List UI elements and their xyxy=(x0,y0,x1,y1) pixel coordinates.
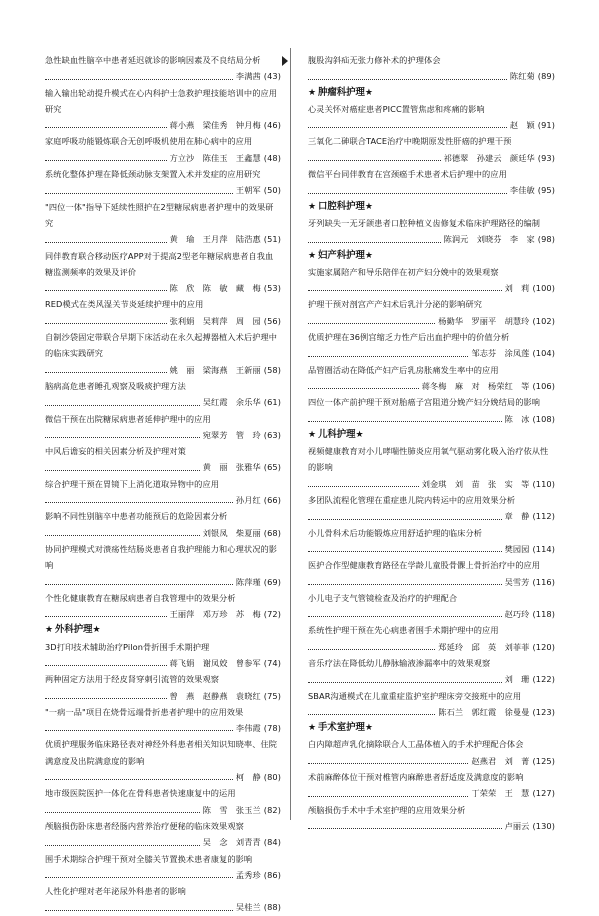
section-label: 外科护理 xyxy=(55,624,93,636)
entry-authors: 姚 丽 梁海燕 王新丽 xyxy=(169,364,261,375)
leader-dots xyxy=(45,665,167,666)
entry-title: 多团队流程化管理在重症患儿院内转运中的应用效果分析 xyxy=(308,495,516,506)
entry-authors: 吴红霞 余乐华 xyxy=(202,397,261,408)
leader-dots xyxy=(308,828,502,829)
column-divider xyxy=(290,48,291,820)
entry-page: (48) xyxy=(263,152,281,163)
entry-title: SBAR沟通模式在儿童重症监护室护理床旁交接班中的应用 xyxy=(308,690,522,701)
entry-title: 小儿电子支气管镜检查及治疗的护理配合 xyxy=(308,592,458,603)
entry-authors: 赵燕君 刘 菁 xyxy=(471,755,530,766)
leader-dots xyxy=(45,910,233,911)
entry-page: (89) xyxy=(537,71,555,82)
toc-entry[interactable] xyxy=(45,296,281,329)
toc-entry[interactable] xyxy=(308,557,555,590)
leader-dots xyxy=(308,519,502,520)
entry-authors: 刘金琪 刘 苗 张 实 等 xyxy=(421,478,530,489)
entry-authors: 邹志芬 涂凤莲 xyxy=(471,348,530,359)
entry-page: (110) xyxy=(532,478,555,489)
leader-dots xyxy=(308,160,441,161)
entry-title: 腹股沟斜疝无张力修补术的护理体会 xyxy=(308,55,441,65)
entry-page: (98) xyxy=(537,234,555,245)
toc-entry[interactable] xyxy=(308,215,555,248)
entry-page: (61) xyxy=(263,397,281,408)
entry-authors: 章 静 xyxy=(504,511,530,522)
section-heading xyxy=(308,427,555,443)
leader-dots xyxy=(308,486,419,487)
toc-entry[interactable] xyxy=(45,671,281,704)
entry-page: (66) xyxy=(263,495,281,506)
entry-authors: 陈红菊 xyxy=(509,71,535,82)
section-heading xyxy=(308,248,555,264)
entry-authors: 刘 珊 xyxy=(504,674,530,685)
entry-title: 围手术期综合护理干预对全膝关节置换术患者康复的影响 xyxy=(45,853,253,864)
leader-dots xyxy=(308,242,441,243)
leader-dots xyxy=(45,127,167,128)
entry-title: 医护合作型健康教育路径在学龄儿童股骨髁上骨折治疗中的应用 xyxy=(308,560,541,571)
entry-page: (93) xyxy=(537,152,555,163)
entry-page: (127) xyxy=(532,788,555,799)
entry-title: 牙列缺失一无牙颌患者口腔种植义齿修复术临床护理路径的编制 xyxy=(308,217,541,228)
leader-dots xyxy=(45,372,167,373)
leader-dots xyxy=(45,79,233,80)
toc-entry[interactable] xyxy=(45,443,281,476)
entry-title: 实施家属陪产和导乐陪伴在初产妇分娩中的效果观察 xyxy=(308,266,499,277)
leader-dots xyxy=(308,584,502,585)
toc-entry[interactable] xyxy=(308,52,555,85)
entry-title: 协同护理模式对溃疡性结肠炎患者自我护理能力和心理状况的影响 xyxy=(45,543,278,571)
star-icon: ★ xyxy=(308,250,317,261)
entry-page: (46) xyxy=(263,120,281,131)
right-column xyxy=(308,52,555,834)
star-icon: ★ xyxy=(364,723,373,734)
leader-dots xyxy=(308,127,507,128)
leader-dots xyxy=(45,812,200,813)
entry-page: (116) xyxy=(532,576,555,587)
entry-authors: 杨勤华 罗丽平 胡慧玲 xyxy=(438,315,530,326)
entry-title: 四位一体产前护理干预对胎癌子宫阻道分娩产妇分娩结局的影响 xyxy=(308,397,541,408)
entry-page: (91) xyxy=(537,120,555,131)
entry-page: (63) xyxy=(263,429,281,440)
entry-title: 家庭呼吸功能锻炼联合无创呼吸机使用在肺心病中的应用 xyxy=(45,136,253,147)
leader-dots xyxy=(45,193,233,194)
leader-dots xyxy=(45,698,167,699)
entry-authors: 黄 瑜 王月萍 陆浩惠 xyxy=(169,234,261,245)
entry-title: 音乐疗法在降低幼儿静脉输液渗漏率中的效果观察 xyxy=(308,657,491,668)
toc-entry[interactable] xyxy=(45,785,281,818)
entry-page: (75) xyxy=(263,690,281,701)
entry-authors: 陈石兰 郭红霞 徐曼曼 xyxy=(438,706,530,717)
star-icon: ★ xyxy=(308,201,317,212)
leader-dots xyxy=(308,290,502,291)
entry-page: (112) xyxy=(532,511,555,522)
section-label: 肿瘤科护理 xyxy=(318,86,365,98)
entry-page: (43) xyxy=(263,71,281,82)
entry-title: 系统性护理干预在先心病患者围手术期护理中的应用 xyxy=(308,625,499,636)
toc-entry[interactable] xyxy=(45,378,281,411)
entry-title: 两种固定方法用于经皮肾穿刺引流管的效果观察 xyxy=(45,674,220,685)
entry-page: (95) xyxy=(537,185,555,196)
left-column xyxy=(45,52,281,916)
section-heading xyxy=(45,622,281,638)
entry-title: 综合护理干预在胃镜下上消化道取异物中的应用 xyxy=(45,478,220,489)
entry-authors: 曾 燕 赵静燕 袁晓红 xyxy=(169,690,261,701)
entry-page: (82) xyxy=(263,804,281,815)
star-icon: ★ xyxy=(308,723,317,734)
entry-authors: 郑延玲 邱 英 刘菲菲 xyxy=(438,641,530,652)
toc-entry[interactable] xyxy=(45,248,281,297)
entry-page: (58) xyxy=(263,364,281,375)
entry-authors: 孟秀珍 xyxy=(235,869,261,880)
leader-dots xyxy=(308,193,507,194)
toc-entry[interactable] xyxy=(45,541,281,590)
entry-authors: 吴 念 刘青青 xyxy=(202,837,261,848)
entry-authors: 刘银凤 柴夏丽 xyxy=(202,527,261,538)
leader-dots xyxy=(45,290,167,291)
leader-dots xyxy=(308,796,468,797)
entry-authors: 赵巧玲 xyxy=(504,609,530,620)
toc-entry[interactable] xyxy=(308,655,555,688)
entry-authors: 王朝军 xyxy=(235,185,261,196)
entry-title: 心灵关怀对癌症患者PICC置管焦虑和疼痛的影响 xyxy=(308,103,485,114)
toc-entry[interactable] xyxy=(308,590,555,623)
leader-dots xyxy=(45,877,233,878)
star-icon: ★ xyxy=(308,429,317,440)
entry-page: (123) xyxy=(532,706,555,717)
leader-dots xyxy=(45,616,167,617)
entry-title: 输入输出轮动提升模式在心内科护士急救护理技能培训中的应用研究 xyxy=(45,87,278,114)
star-icon: ★ xyxy=(308,87,317,98)
toc-entry[interactable] xyxy=(45,166,281,199)
toc-entry[interactable] xyxy=(45,883,281,916)
entry-page: (86) xyxy=(263,869,281,880)
section-label: 妇产科护理 xyxy=(318,249,365,261)
entry-authors: 蒋小燕 梁佳秀 钟月梅 xyxy=(169,120,261,131)
entry-page: (53) xyxy=(263,283,281,294)
toc-entry[interactable] xyxy=(45,476,281,509)
entry-title: 急性缺血性脑卒中患者延迟就诊的影响因素及不良结局分析 xyxy=(45,55,261,65)
entry-authors: 樊园园 xyxy=(504,543,530,554)
toc-entry[interactable] xyxy=(45,639,281,672)
entry-authors: 陈 冰 xyxy=(504,413,530,424)
leader-dots xyxy=(45,160,167,161)
entry-page: (51) xyxy=(263,234,281,245)
entry-page: (78) xyxy=(263,723,281,734)
leader-dots xyxy=(308,79,507,80)
entry-title: 优质护理在36例宫缩乏力性产后出血护理中的价值分析 xyxy=(308,332,510,343)
star-icon: ★ xyxy=(92,625,101,636)
leader-dots xyxy=(308,388,419,389)
leader-dots xyxy=(308,356,468,357)
entry-page: (106) xyxy=(532,380,555,391)
entry-authors: 方立沙 陈佳玉 王鑫慧 xyxy=(169,152,261,163)
leader-dots xyxy=(45,730,233,731)
leader-dots xyxy=(45,323,167,324)
section-heading xyxy=(308,85,555,101)
leader-dots xyxy=(308,551,502,552)
entry-title: 人性化护理对老年泌尿外科患者的影响 xyxy=(45,886,186,897)
leader-dots xyxy=(45,470,200,471)
toc-entry[interactable] xyxy=(308,329,555,362)
toc-entry[interactable] xyxy=(45,736,281,785)
section-label: 儿科护理 xyxy=(318,428,356,440)
entry-authors: 蒋冬梅 麻 对 杨荣红 等 xyxy=(421,380,530,391)
entry-page: (114) xyxy=(532,543,555,554)
entry-page: (68) xyxy=(263,527,281,538)
star-icon: ★ xyxy=(364,201,373,212)
entry-title: 优质护理服务临床路径表对神经外科患者相关知识知晓率、住院满意度及出院满意度的影响 xyxy=(45,739,278,766)
entry-title: 个性化健康教育在糖尿病患者自我管理中的效果分析 xyxy=(45,592,236,603)
entry-authors: 陈萍瑾 xyxy=(235,576,261,587)
triangle-icon xyxy=(282,56,288,66)
entry-page: (108) xyxy=(532,413,555,424)
leader-dots xyxy=(308,323,435,324)
entry-title: "一病一品"项目在烧骨远端骨折患者护理中的应用效果 xyxy=(45,706,244,717)
entry-authors: 宛翠芳 管 玲 xyxy=(202,429,261,440)
entry-title: 3D打印技术辅助治疗Pilon骨折围手术期护理 xyxy=(45,641,210,652)
toc-entry[interactable] xyxy=(45,199,281,248)
entry-page: (122) xyxy=(532,674,555,685)
entry-page: (80) xyxy=(263,772,281,783)
toc-entry[interactable] xyxy=(308,688,555,721)
entry-title: 微信平台同伴教育在宫颈癌手术患者术后护理中的应用 xyxy=(308,169,507,180)
entry-title: 视频健康教育对小儿哮喘性肺炎应用氧气驱动雾化吸入治疗依从性的影响 xyxy=(308,446,549,473)
toc-entry[interactable] xyxy=(308,443,555,492)
leader-dots xyxy=(45,584,233,585)
entry-page: (84) xyxy=(263,837,281,848)
entry-page: (88) xyxy=(263,902,281,913)
entry-authors: 吴桂兰 xyxy=(235,902,261,913)
toc-entry[interactable] xyxy=(45,851,281,884)
section-heading xyxy=(308,720,555,736)
entry-title: 三氧化二砷联合TACE治疗中晚期原发性肝癌的护理干预 xyxy=(308,136,512,147)
star-icon: ★ xyxy=(364,87,373,98)
star-icon: ★ xyxy=(355,429,364,440)
section-label: 手术室护理 xyxy=(318,722,365,734)
entry-title: 地市级医院医护一体化在骨科患者快速康复中的运用 xyxy=(45,788,236,799)
entry-title: 品管圈活动在降低产妇产后乳房胀痛发生率中的应用 xyxy=(308,364,499,375)
toc-entry[interactable] xyxy=(308,133,555,166)
entry-title: 颅脑损伤卧床患者经肠内营养治疗便秘的临床效果观察 xyxy=(45,820,244,831)
entry-title: RED模式在类风湿关节炎延续护理中的应用 xyxy=(45,299,204,310)
entry-title: "四位一体"指导下延续性照护在2型糖尿病患者护理中的效果研究 xyxy=(45,201,274,228)
entry-title: 脑病高危患者睡孔观察及吸痰护理方法 xyxy=(45,380,186,391)
toc-entry[interactable] xyxy=(308,264,555,297)
entry-title: 白内障超声乳化摘除联合人工晶体植入的手术护理配合体会 xyxy=(308,739,524,750)
star-icon: ★ xyxy=(364,250,373,261)
entry-page: (50) xyxy=(263,185,281,196)
toc-entry[interactable] xyxy=(45,508,281,541)
entry-page: (100) xyxy=(532,283,555,294)
toc-entry[interactable] xyxy=(308,769,555,802)
section-label: 口腔科护理 xyxy=(318,200,365,212)
entry-authors: 孙月红 xyxy=(235,495,261,506)
toc-entry[interactable] xyxy=(308,166,555,199)
toc-entry[interactable] xyxy=(308,525,555,558)
star-icon: ★ xyxy=(45,625,54,636)
entry-title: 同伴教育联合移动医疗APP对于提高2型老年糖尿病患者自我血糖监测频率的效果及评价 xyxy=(45,250,274,277)
toc-entry[interactable] xyxy=(308,362,555,395)
toc-entry[interactable] xyxy=(308,101,555,134)
entry-authors: 李佳敏 xyxy=(509,185,535,196)
entry-title: 颅脑损伤手术中手术室护理的应用效果分析 xyxy=(308,804,466,815)
entry-authors: 陈润元 刘晓芬 李 家 xyxy=(443,234,535,245)
toc-entry[interactable] xyxy=(308,622,555,655)
toc-entry[interactable] xyxy=(45,52,281,85)
entry-authors: 赵 颖 xyxy=(509,120,535,131)
entry-authors: 丁荣荣 王 慧 xyxy=(471,788,530,799)
leader-dots xyxy=(308,649,435,650)
section-heading xyxy=(308,199,555,215)
leader-dots xyxy=(308,763,468,764)
entry-title: 系统化整体护理在降低颈动脉支架置入术并发症的应用研究 xyxy=(45,169,261,180)
toc-entry[interactable] xyxy=(45,411,281,444)
entry-page: (130) xyxy=(532,820,555,831)
entry-title: 影响不同性别脑卒中患者功能预后的危险因素分析 xyxy=(45,511,228,522)
entry-title: 护理干预对剖宫产产妇术后乳汁分泌的影响研究 xyxy=(308,299,483,310)
leader-dots xyxy=(308,421,502,422)
toc-entry[interactable] xyxy=(308,736,555,769)
entry-page: (74) xyxy=(263,657,281,668)
entry-authors: 李满茜 xyxy=(235,71,261,82)
leader-dots xyxy=(45,242,167,243)
leader-dots xyxy=(45,502,233,503)
entry-authors: 刘 莉 xyxy=(504,283,530,294)
toc-entry[interactable] xyxy=(45,85,281,134)
entry-authors: 吴雪芳 xyxy=(504,576,530,587)
entry-authors: 张利娟 吴莉萍 周 园 xyxy=(169,315,261,326)
entry-title: 自制沙袋固定带联合早期下床活动在永久起搏器植入术后护理中的临床实践研究 xyxy=(45,332,278,359)
toc-entry[interactable] xyxy=(308,492,555,525)
leader-dots xyxy=(308,714,435,715)
leader-dots xyxy=(45,845,200,846)
toc-entry[interactable] xyxy=(45,590,281,623)
entry-title: 术前麻醉体位干预对椎管内麻醉患者舒适度及满意度的影响 xyxy=(308,772,524,783)
leader-dots xyxy=(45,779,233,780)
leader-dots xyxy=(45,405,200,406)
entry-page: (102) xyxy=(532,315,555,326)
toc-entry[interactable] xyxy=(308,394,555,427)
leader-dots xyxy=(45,437,200,438)
entry-page: (104) xyxy=(532,348,555,359)
entry-title: 中风后谵妄的相关因素分析及护理对策 xyxy=(45,446,186,457)
toc-entry[interactable] xyxy=(45,133,281,166)
entry-authors: 黄 丽 张雅华 xyxy=(202,462,261,473)
entry-authors: 陈 欣 陈 敏 藏 梅 xyxy=(169,283,261,294)
toc-entry[interactable] xyxy=(308,802,555,835)
entry-page: (56) xyxy=(263,315,281,326)
leader-dots xyxy=(45,535,200,536)
toc-entry[interactable] xyxy=(45,329,281,378)
entry-page: (72) xyxy=(263,609,281,620)
leader-dots xyxy=(308,682,502,683)
entry-page: (118) xyxy=(532,609,555,620)
entry-page: (125) xyxy=(532,755,555,766)
entry-authors: 蒋飞娟 谢凤姣 曾参军 xyxy=(169,657,261,668)
entry-authors: 祁德翠 孙建云 颜廷华 xyxy=(443,152,535,163)
leader-dots xyxy=(308,616,502,617)
toc-entry[interactable] xyxy=(308,296,555,329)
entry-authors: 卢丽云 xyxy=(504,820,530,831)
entry-authors: 李伟霞 xyxy=(235,723,261,734)
entry-page: (69) xyxy=(263,576,281,587)
entry-authors: 陈 雪 张玉兰 xyxy=(202,804,261,815)
entry-title: 小儿骨科术后功能锻炼应用舒适护理的临床分析 xyxy=(308,527,483,538)
entry-page: (120) xyxy=(532,641,555,652)
toc-entry[interactable] xyxy=(45,704,281,737)
entry-title: 微信干预在出院糖尿病患者延伸护理中的应用 xyxy=(45,413,211,424)
entry-page: (65) xyxy=(263,462,281,473)
entry-authors: 柯 静 xyxy=(235,772,261,783)
entry-authors: 王丽萍 邓万珍 苏 梅 xyxy=(169,609,261,620)
